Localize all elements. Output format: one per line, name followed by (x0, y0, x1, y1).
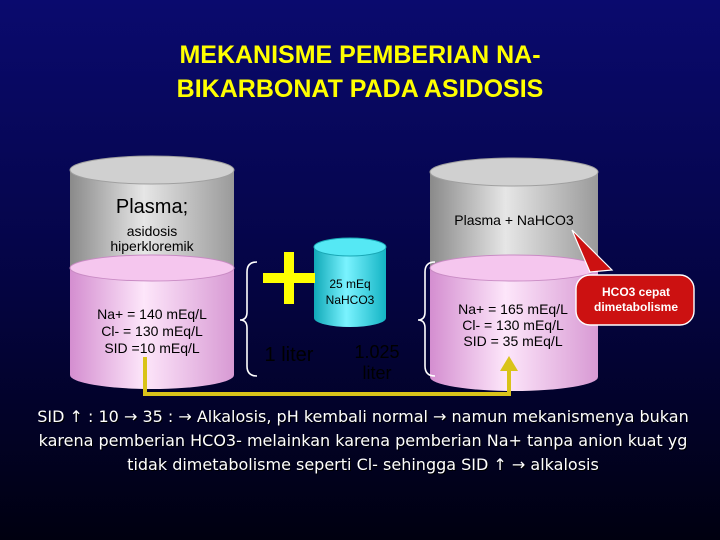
small-cylinder-top (314, 238, 386, 256)
volume-right (342, 342, 412, 384)
plus-sign (263, 252, 315, 304)
left-sid-value: SID =10 mEq/L (104, 340, 200, 356)
callout-line-2: dimetabolisme (593, 300, 679, 314)
plus-horizontal-bar (263, 273, 315, 283)
explanation-line-1: SID ↑ : 10 → 35 : → Alkalosis, pH kembali normal → namun mekanismenya bukan (37, 407, 689, 426)
left-na-value: Na+ = 140 mEq/L (97, 306, 207, 322)
right-sid-value: SID = 35 mEq/L (463, 333, 563, 349)
explanation-line-2: karena pemberian HCO3- melainkan karena pemberian Na+ tanpa anion kuat yg (38, 431, 688, 450)
explanation-line-3: tidak dimetabolisme seperti Cl- sehingga SID ↑ → alkalosis (127, 455, 599, 474)
right-values (440, 301, 586, 349)
right-cl-value: Cl- = 130 mEq/L (462, 317, 564, 333)
volume-left: 1 liter (264, 344, 314, 366)
left-cl-value: Cl- = 130 mEq/L (101, 323, 203, 339)
left-condition-line-1: asidosis (126, 223, 178, 239)
small-cylinder-label (312, 276, 388, 308)
left-condition-line-2: hiperkloremik (110, 238, 194, 254)
right-cylinder-top (430, 158, 598, 186)
title-line-1: MEKANISME PEMBERIAN NA- (179, 41, 541, 69)
callout-text (578, 285, 694, 315)
left-cylinder-top (70, 156, 234, 184)
callout-line-1: HCO3 cepat (601, 285, 671, 299)
right-na-value: Na+ = 165 mEq/L (458, 301, 568, 317)
volume-right-line-1: 1.025 (354, 342, 400, 362)
explanation-text (18, 405, 708, 477)
left-condition (70, 224, 234, 254)
small-cylinder-line-2: NaHCO3 (325, 293, 375, 307)
small-cylinder-line-1: 25 mEq (329, 277, 371, 291)
left-plasma-heading: Plasma; (115, 196, 189, 218)
left-values (60, 306, 244, 357)
right-cylinder-liquid-surface (430, 255, 598, 281)
volume-right-line-2: liter (362, 363, 392, 383)
left-cylinder-liquid-surface (70, 255, 234, 281)
right-cylinder (430, 158, 598, 391)
title-line-2: BIKARBONAT PADA ASIDOSIS (176, 75, 544, 103)
right-plasma-heading: Plasma + NaHCO3 (454, 212, 574, 228)
